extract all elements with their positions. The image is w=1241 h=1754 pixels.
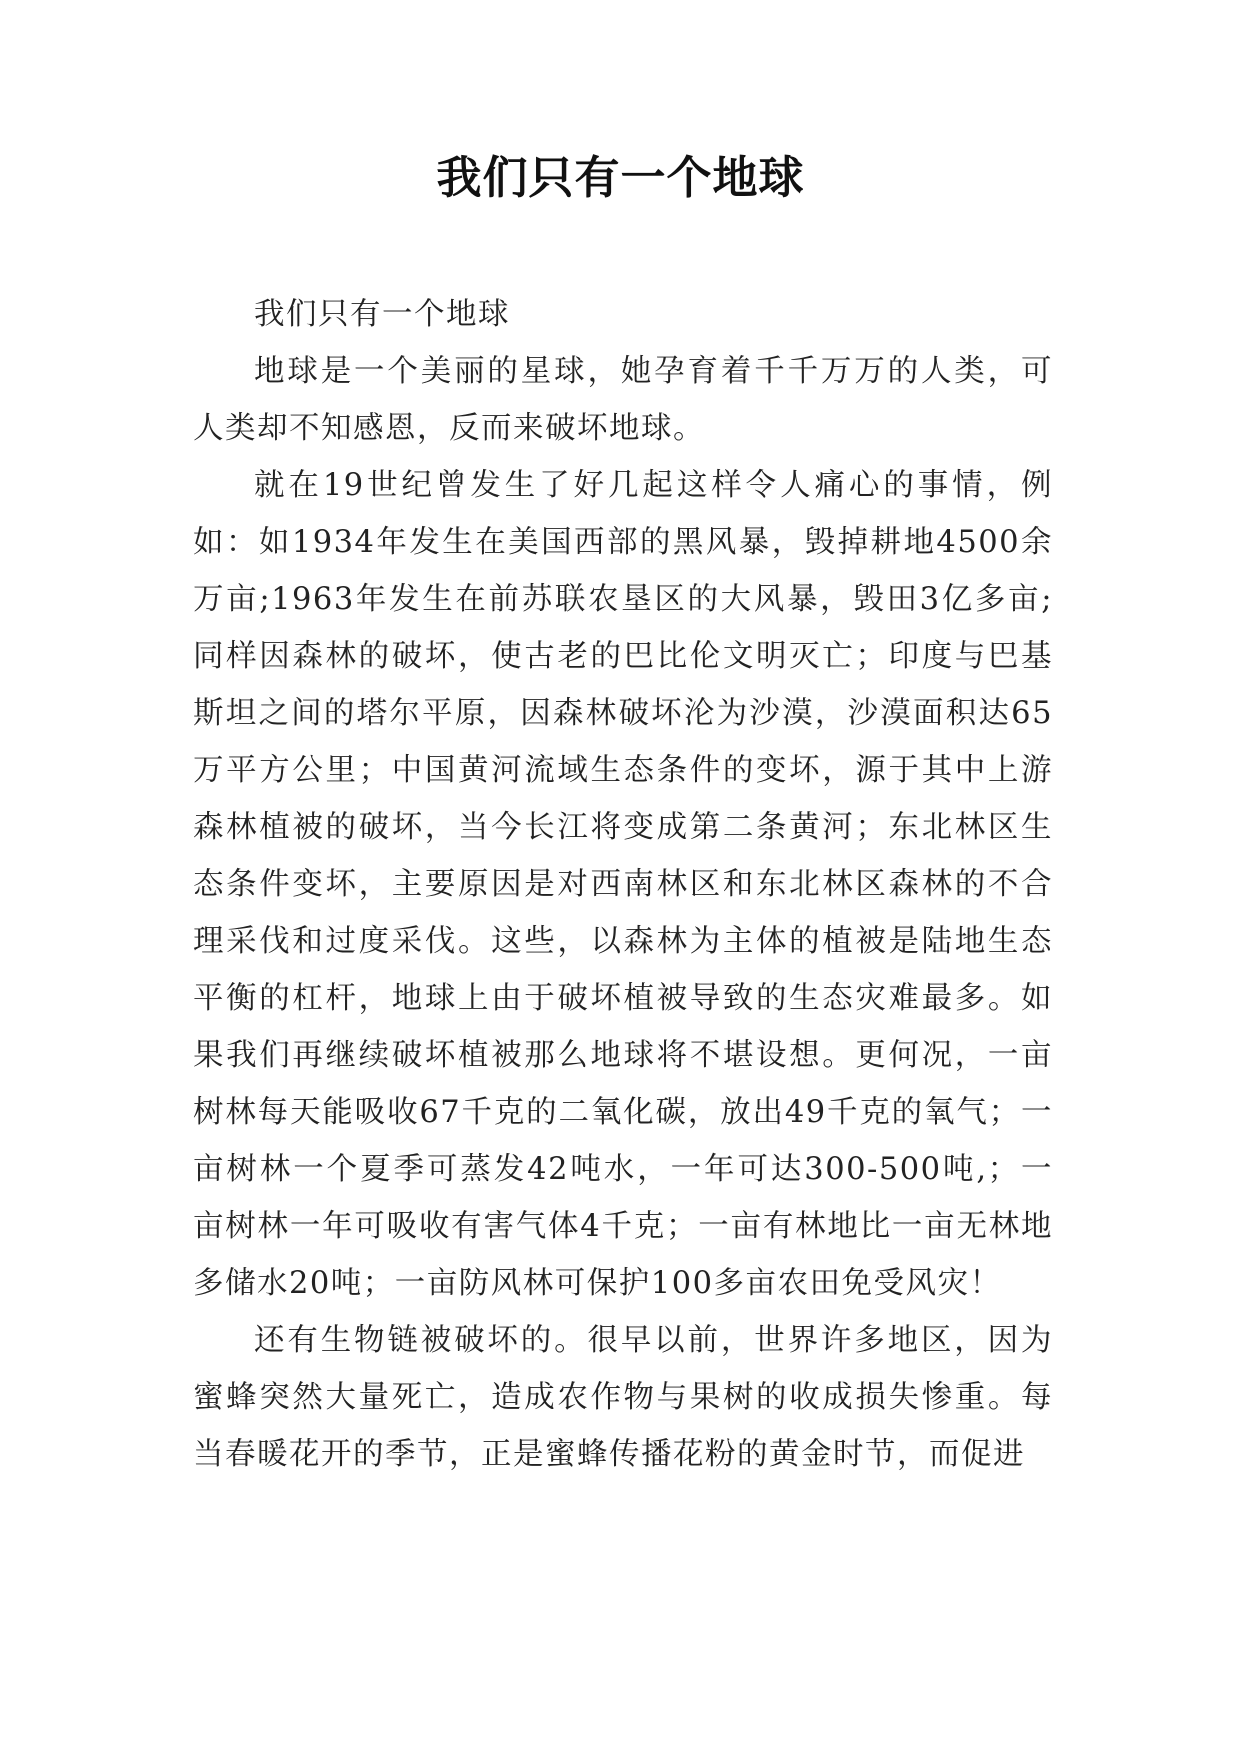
document-title: 我们只有一个地球 <box>436 151 805 204</box>
document-body <box>193 286 1053 1483</box>
paragraph-biological-chain: 还有生物链被破坏的。很早以前，世界许多地区，因为蜜蜂突然大量死亡，造成农作物与果树的收成损失惨重。每当春暖花开的季节，正是蜜蜂传播花粉的黄金时节，而促进 <box>193 1323 1053 1472</box>
paragraph-intro: 地球是一个美丽的星球，她孕育着千千万万的人类，可人类却不知感恩，反而来破坏地球。 <box>193 354 1053 446</box>
paragraph-forest-damage: 就在19世纪曾发生了好几起这样令人痛心的事情，例如：如1934年发生在美国西部的黑风暴，毁掉耕地4500余万亩;1963年发生在前苏联农垦区的大风暴，毁田3亿多亩;同样因森林的破坏，使古老的巴比伦文明灭亡；印度与巴基斯坦之间的塔尔平原，因森林破坏沦为沙漠，沙漠面积达65万平方公里；中国黄河流域生态条件的变坏，源于其中上游森林植被的破坏，当今长江将变成第二条黄河；东北林区生态条件变坏，主要原因是对西南林区和东北林区森林的不合理采伐和过度采伐。这些，以森林为主体的植被是陆地生态平衡的杠杆，地球上由于破坏植被导致的生态灾难最多。如果我们再继续破坏植被那么地球将不堪设想。更何况，一亩树林每天能吸收67千克的二氧化碳，放出49千克的氧气；一亩树林一个夏季可蒸发42吨水，一年可达300-500吨,；一亩树林一年可吸收有害气体4千克；一亩有林地比一亩无林地多储水20吨；一亩防风林可保护100多亩农田免受风灾！ <box>193 468 1053 1301</box>
paragraph-subtitle: 我们只有一个地球 <box>254 297 510 332</box>
